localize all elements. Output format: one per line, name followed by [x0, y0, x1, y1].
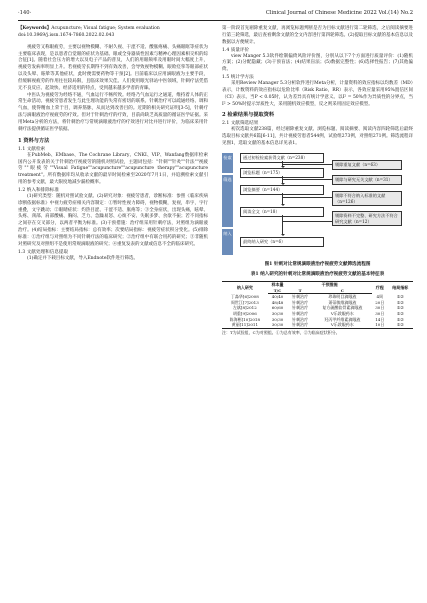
col-header-sample: 样本量 [268, 281, 288, 287]
table-cell: 30/30 [271, 316, 284, 322]
flow-box-final: 最终纳入研究（n=6） [240, 237, 324, 247]
table-row [222, 322, 413, 328]
flow-box-exclude-criteria: 剔除不符合纳入标准的文献（n=126） [332, 191, 402, 206]
table-cell: 30日 [375, 305, 385, 311]
subheader-c: C [313, 288, 372, 294]
keywords-text: Acupuncture; Visual fatigue; System evaluation [51, 26, 160, 31]
table-cell: 周世江[7]2013 [230, 299, 259, 305]
subsection-1-4-text: view Manger 5.3软件绘制偏倚风险评价图，分别从以下7个方面进行质量评价：(1)随机方案；(2)分配隐藏；(3)干预盲法；(4)结果盲法；(5)数据完整性；(6)选择性报告；(7)其他偏倚。 [222, 53, 413, 73]
col-header-intervention: 干预措施 [287, 281, 372, 287]
table-cell: 复方硫酸软骨素滴眼液 [322, 305, 363, 311]
table-1-caption: 表1 纳入研究的针刺对比常规滴眼液治疗视疲劳文献的基本特征表 [250, 271, 385, 277]
keywords-label: 【Keywords】 [18, 26, 52, 31]
table-cell: ①② [396, 316, 404, 322]
table-cell: 珍珠明目滴眼液 [328, 294, 357, 300]
journal-name: Clinical Journal of Chinese Medicine 2022 Vol.(14) No.2 [265, 10, 413, 16]
subsection-1-2-text: (1)研究类型：随机对照试验文献。(2)研究对象：视疲劳患者，诊断标准：参照《临床疾病诊断依据标准》中视力疲劳症相关内容制定：①暂时性视力障碍，视物模糊，复视，串字，字行重叠，文字跳动；②眼睛症状：灼热目涩、干涩不适、胀疼等；③全身症状，出现头痛，眩晕、头疼、颈部、肩部酸痛、胸闷、乏力、急躁易怒、心烦不安、失眠多梦、食欲不振；若不同指标之间存在交叉部分，以两者平衡为标准。(3)干预措施：治疗组采用针刺疗法，对照组为滴眼液治疗。(4)结局指标：主要结局指标：总有效率；次要结局指标：视疲劳症状积分变化。(5)排除标准：①治疗组与对照组为不同针刺疗法的临床研究；②治疗组中有联合用药的研究；③非随机对照研究及对照组不是使用常规滴眼液的研究；④重复发表的文献或信息不全的临床研究。 [18, 193, 208, 247]
flow-box-abstracts: 浏览摘要（n=144） [240, 185, 324, 195]
flow-side-label-search: 检索 [222, 153, 233, 173]
subheader-tc: T/C [268, 288, 288, 294]
table-cell: 30日 [375, 310, 385, 316]
header-rule [18, 20, 413, 21]
intro-paragraph-2: 中医认为视疲劳为经络不通，气血运行不畅所致。经络乃气血运行之通道，维持着人体的正常生命活动。视疲劳患者发生与此生理功能的失常有密切的联系。针刺治疗可以疏通经络、调和气血，使得精血上荣于目，调养筋脉，从而达到改善目的。近期的相关研究证明[3-5]，针刺疗法与滴眼液治疗视疲劳的疗效。但对于针刺治疗的疗效，目前尚缺乏高质量的循证医学证据。采用Meta分析的方法，将针刺治疗与常规滴眼液治疗的疗效进行对比并进行评价，为临床采用针刺疗法提供循证医学依据。 [18, 92, 208, 132]
page-header [18, 8, 413, 19]
subsection-1-1-text: 在PubMeb、EMbase、The Cochrane Library、CNKI、VIP、Wanfang数据库检索国内公开发表的关于针刺治疗视疲劳的随机对照试验，主题词包括："针刺""针灸""针法""视疲劳""眼疲劳""Visual Fatigue""acupuncture""acupuncture therapy""acupuncture treatment"。所有数据库均从收录文献的最早时间检索至2020年7月1日，并追溯检索文献引用的参考文献，最大限度地减少漏检概率。 [18, 152, 208, 186]
table-cell: 胡重[9]2006 [232, 310, 257, 316]
flow-box-initial: 通过初检检索获得文献（n=238） [240, 153, 324, 163]
left-column [18, 26, 208, 262]
table-cell: ①② [396, 305, 404, 311]
table-cell: 4周 [376, 293, 384, 299]
flow-box-exclude-irrelevant: 剔除与研究无关文献（n=31） [332, 175, 402, 185]
table-cell: 40/40 [271, 294, 284, 300]
flow-box-fulltext: 阅读全文（n=18） [240, 207, 324, 217]
subsection-1-3-title: 1.3 文献处理和信息提取 [18, 249, 69, 255]
table-cell: 针刺治疗 [292, 310, 309, 316]
table-cell: 60/60 [271, 305, 284, 311]
table-cell: 针刺治疗 [287, 322, 312, 328]
table-cell: 丁淼华[6]2008 [230, 293, 259, 299]
study-characteristics-table [222, 281, 413, 329]
doi: doi:10.3969/j.issn.1674-7860.2022.02.043 [18, 32, 115, 38]
table-cell: 黄丽[11]2011 [222, 322, 268, 328]
flow-box-titles: 浏览标题（n=175） [240, 168, 324, 178]
flow-arrow [282, 215, 283, 235]
table-cell: 10日 [372, 322, 388, 328]
col-header-course: 疗程 [372, 281, 388, 293]
keywords [18, 26, 208, 33]
flow-box-exclude-incomplete: 剔除资料不完整、研究方法不符合研究文献（n=12） [332, 211, 402, 226]
col-header-outcome: 结局指标 [388, 281, 413, 293]
intro-paragraph-1: 视疲劳又称眼疲劳，主要以视物模糊、不耐久视、干涩不适、酸胀疼痛、头痛眼眶等症状为主要临床表现，是以患者自觉眼的症状为基础、眼或全身器质性因素与精神心理因素相交织的综合征[1]。随着社会压力的增大以及电子产品的普及，人们的用眼频率及用眼时间大幅度上升，视疲劳发病率明显上升。若视疲劳长期得不到有效改善，会导致视物模糊、眼睑痉挛等眼部症状以及头晕、眩晕等其他症状，此时便需要药物等干预[2]。目前临床以应用滴眼液为主要手段，但缓解视疲劳的作用往往较局限，且临床效果欠佳。人们使用眼光驿站中医领域，针刺疗法凭借无不良反应、起效快、经济适用的特点，受到越来越多学者的青睐。 [18, 44, 208, 91]
table-cell: 针刺治疗 [292, 305, 309, 311]
table-note: 注：T为试验组，C为对照组。①为总有效率，②为临床症状积分。 [222, 329, 340, 335]
flow-connector [282, 164, 332, 165]
subsection-1-4-title: 1.4 质量评价 [222, 47, 250, 53]
flow-arrow [282, 176, 283, 184]
table-cell: 针刺治疗 [292, 294, 309, 300]
table-cell: 48/48 [271, 299, 284, 305]
subsection-1-3-text: (1)确定并下载目标文献，导入Endnote软件进行筛选。 [27, 255, 139, 261]
table-cell: ①② [388, 322, 413, 328]
table-cell: 针刺治疗 [292, 299, 309, 305]
table-cell: V乐敦眼药水 [313, 322, 372, 328]
page-number: ·140· [18, 10, 32, 16]
table-cell: ①② [396, 299, 404, 305]
right-column [222, 26, 413, 340]
table-cell: 羟丙甲纤维素滴眼液 [324, 316, 361, 322]
subsection-2-1-text: 初次选取文献238篇，经过剔除重复文献、浏览标题、阅读摘要、阅读内容四轮筛选后最终选取目标文献共6篇[6-11]，共计视疲劳患者544例，试验组273例，对照组271例。筛选流程详见图1，选取文献的基本信息详见表1。 [222, 127, 413, 147]
table-cell: ①② [396, 293, 404, 299]
table-cell: 14日 [375, 316, 385, 322]
table-cell: 针刺治疗 [292, 316, 309, 322]
table-cell: V乐敦眼药水 [330, 310, 354, 316]
subsection-1-5-text: 采用Review Manager 5.3分析软件进行Meta分析，计量资料的效应指标以均数差（MD）表示，计数资料的效应指标以危险比率（Risk Ratio，RR）表示，各效应量采用95%置信区间（CI）表示。当P < 0.05时，认为差异具有统计学意义。以I² = 50%作为异质性的分界点，当I² > 50%时提示异质性大，采用随机效应模型，反之则采用固定效应模型。 [222, 81, 413, 107]
subsection-2-1-title: 2.1 文献筛选结果 [222, 121, 259, 127]
table-cell: 20日 [375, 299, 385, 305]
table-cell: 左斌[8]2012 [232, 305, 257, 311]
flow-connector [282, 197, 332, 198]
flow-box-exclude-duplicates: 剔除重复文献（n=63） [332, 160, 402, 170]
flow-arrow [282, 193, 283, 205]
subsection-1-2-title: 1.2 纳入和排除标准 [18, 187, 59, 193]
table-cell: ①② [396, 310, 404, 316]
table-cell: 30/30 [268, 322, 288, 328]
flow-connector [282, 179, 332, 180]
section-1-title: 1 资料与方法 [18, 137, 50, 144]
flow-side-label-screen: 筛选 [222, 175, 233, 227]
subsection-1-5-title: 1.5 统计学方法 [222, 75, 254, 81]
table-cell: 萧蒂敏维滴眼液 [328, 299, 357, 305]
figure-1-caption: 图1 针刺对比常规滴眼液治疗视疲劳文献筛选流程图 [264, 261, 371, 267]
section-2-title: 2 检索结果与提取资料 [222, 112, 275, 119]
flow-connector [282, 221, 332, 222]
table-cell: 30/30 [271, 310, 284, 316]
screening-flowchart [222, 151, 413, 259]
table-cell: 陈海彬[10]2018 [229, 316, 261, 322]
flow-side-label-include: 纳入 [222, 229, 233, 255]
subsection-1-1-title: 1.1 文献检索 [18, 146, 46, 152]
continued-paragraph: 第一阶段首先剔除重复文献，再浏览标题判断是否为目标文献进行第二轮筛选，之后阅读摘要进行第三轮筛选，最后查看剩余文献的全文内容进行第四轮筛选。(2)提取目标文献的基本信息以及数据以方便统计。 [222, 26, 413, 45]
subheader-t: T [287, 288, 312, 294]
col-header-study: 纳入研究 [222, 281, 268, 293]
